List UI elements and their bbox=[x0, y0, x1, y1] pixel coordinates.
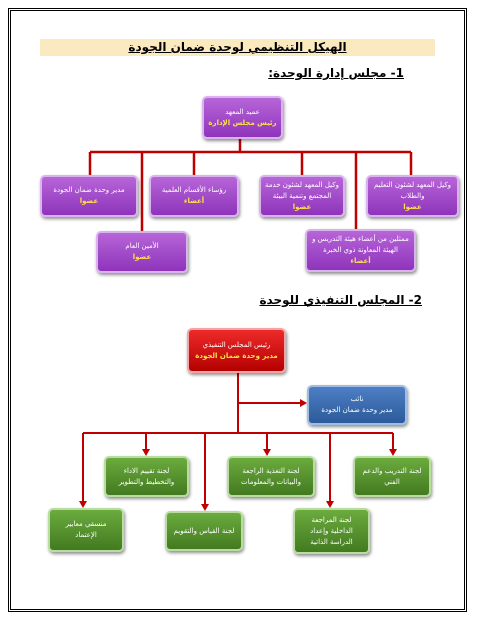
member-line: وكيل المعهد لشئون التعليم bbox=[373, 180, 452, 189]
dean-box bbox=[202, 96, 283, 139]
member-line: وكيل المعهد لشئون خدمة bbox=[265, 180, 339, 189]
member-line: والطلاب bbox=[400, 191, 425, 200]
committee-line: الدراسة الذاتية bbox=[310, 537, 353, 546]
committee-line: لجنة تقييم الاداء bbox=[123, 466, 170, 475]
member-line: رؤساء الأقسام العلمية bbox=[161, 186, 227, 194]
executive-head-box bbox=[187, 328, 286, 373]
committee-line: الداخلية وإعداد bbox=[310, 526, 353, 535]
member-line: الهيئة المعاونة ذوي الخبرة bbox=[323, 246, 398, 254]
deputy-box bbox=[307, 385, 407, 425]
board-member-faculty-reps bbox=[305, 229, 416, 272]
committee-measurement bbox=[165, 511, 243, 551]
section-executive-heading: 2- المجلس التنفيذي للوحدة bbox=[259, 293, 422, 307]
arrow-deputy bbox=[300, 399, 307, 407]
dean-title: عميد المعهد bbox=[225, 107, 260, 116]
exec-head-role: مدير وحدة ضمان الجودة bbox=[195, 351, 278, 360]
committee-line: منسقي معايير bbox=[65, 520, 107, 528]
member-line: الأمين العام bbox=[125, 242, 159, 250]
member-role: عضوا bbox=[292, 202, 312, 211]
committee-performance bbox=[104, 456, 189, 497]
member-role: عضوا bbox=[79, 197, 99, 205]
committee-feedback bbox=[227, 456, 315, 497]
member-role: عضوا bbox=[132, 253, 152, 261]
member-line: المجتمع وتنمية البيئة bbox=[272, 191, 332, 200]
member-line: ممثلين من أعضاء هيئة التدريس و bbox=[312, 235, 409, 243]
page-title: الهيكل التنظيمي لوحدة ضمان الجودة bbox=[40, 39, 435, 56]
committee-internal-review bbox=[293, 508, 370, 554]
board-member-secretary bbox=[96, 231, 188, 273]
board-member-community bbox=[259, 175, 345, 217]
committee-accreditation bbox=[48, 508, 124, 552]
deputy-role: مدير وحدة ضمان الجودة bbox=[321, 406, 393, 414]
exec-head-title: رئيس المجلس التنفيذي bbox=[202, 340, 271, 349]
committee-line: الفني bbox=[384, 477, 400, 486]
deputy-title: نائب bbox=[350, 395, 364, 403]
board-member-department-heads bbox=[149, 175, 239, 217]
committee-training bbox=[353, 456, 431, 497]
dean-role: رئيس مجلس الإدارة bbox=[208, 118, 277, 127]
member-role: أعضاء bbox=[183, 197, 205, 205]
committee-line: والبيانات والمعلومات bbox=[241, 477, 301, 486]
committee-line: لجنة القياس والتقويم bbox=[173, 526, 235, 535]
committee-line: الإعتماد bbox=[75, 531, 97, 539]
committee-line: والتخطيط والتطوير bbox=[118, 477, 175, 486]
member-line: مدير وحدة ضمان الجودة bbox=[53, 186, 125, 194]
member-role: أعضاء bbox=[350, 257, 371, 265]
committee-line: لجنة التغذية الراجعة bbox=[242, 466, 300, 475]
committee-line: لجنة المراجعة bbox=[311, 515, 352, 524]
board-member-quality-director bbox=[40, 175, 138, 217]
board-member-education bbox=[366, 175, 459, 217]
committee-line: لجنة التدريب والدعم bbox=[362, 466, 422, 475]
section-board-heading: 1- مجلس إدارة الوحدة: bbox=[268, 66, 404, 80]
member-role: عضوا bbox=[403, 202, 422, 211]
